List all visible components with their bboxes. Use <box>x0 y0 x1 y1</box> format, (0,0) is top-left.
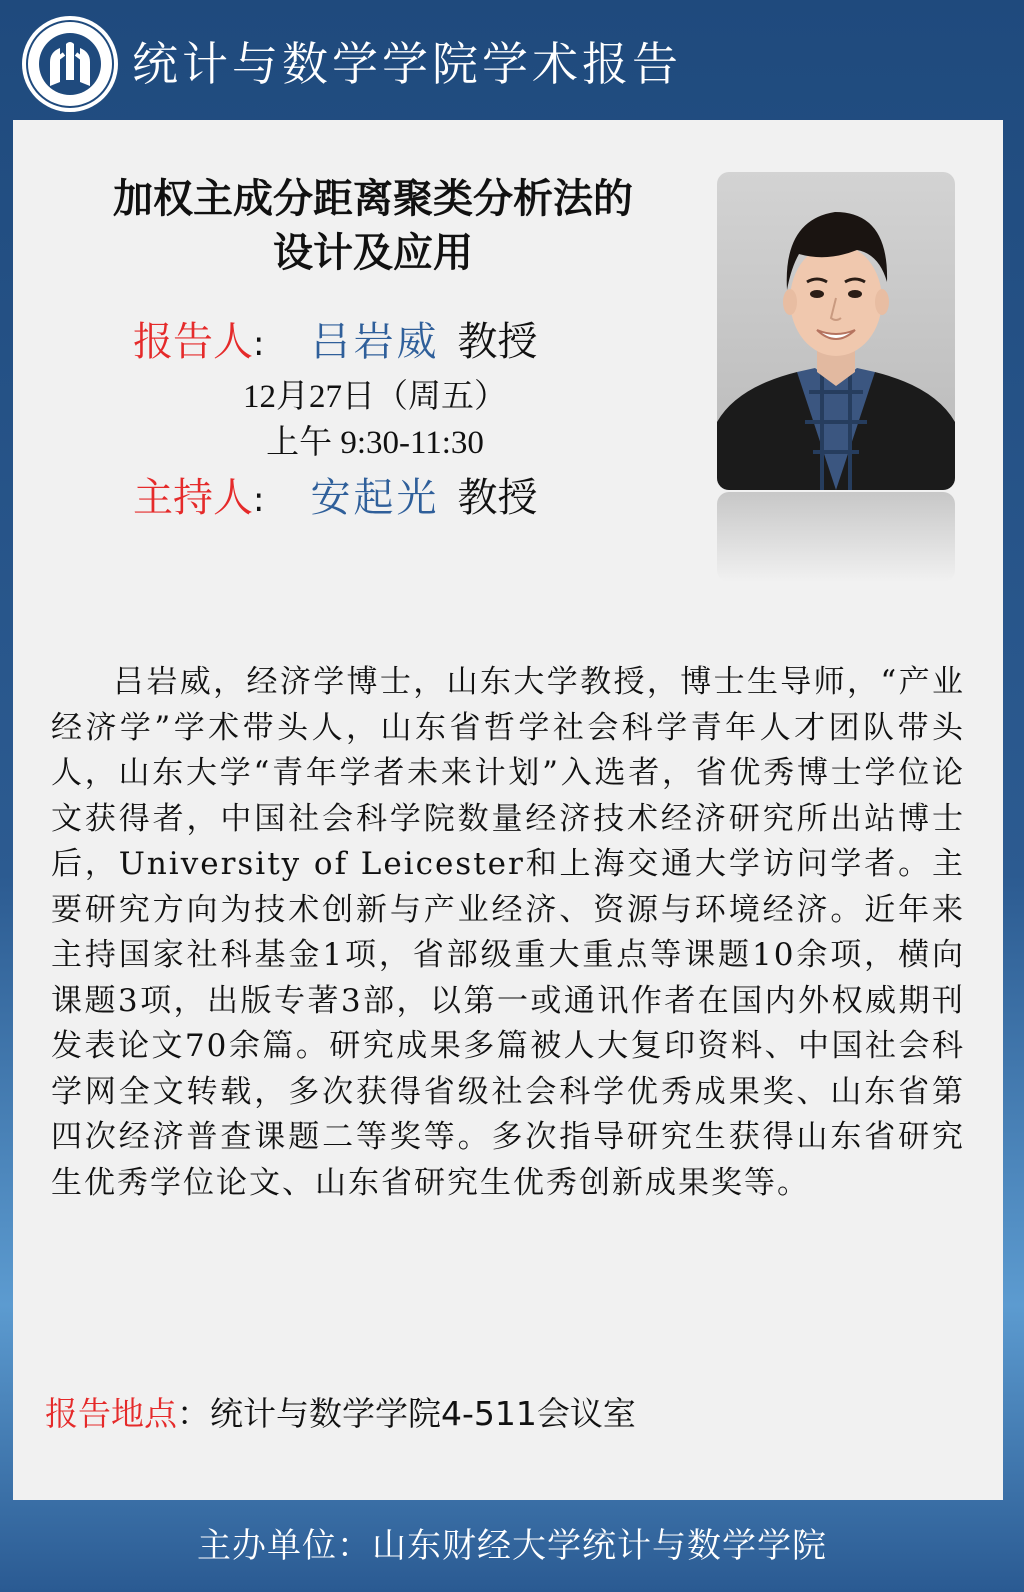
talk-title <box>53 172 693 280</box>
talk-date: 12月27日（周五） <box>243 379 507 415</box>
header-banner <box>0 0 1024 120</box>
organizer-footer: 主办单位：山东财经大学统计与数学学院 <box>197 1526 827 1566</box>
speaker-label: 报告人 <box>133 319 253 365</box>
speaker-colon: : <box>253 324 265 364</box>
host-label: 主持人 <box>133 475 253 521</box>
venue-label: 报告地点 <box>45 1394 177 1433</box>
venue-colon: ： <box>177 1394 210 1433</box>
host-colon: : <box>253 480 265 520</box>
bio-paragraph: 吕岩威，经济学博士，山东大学教授，博士生导师，“产业经济学”学术带头人，山东省哲学社会科学青年人才团队带头人，山东大学“青年学者未来计划”入选者，省优秀博士学位论文获得者，中国社会科学院数量经济技术经济研究所出站博士后，University of Leicester和上海交通大学访问学者。主要研究方向为技术创新与产业经济、资源与环境经济。近年来主持国家社科基金1项，省部级重大重点等课题10余项，横向课题3项，出版专著3部，以第一或通讯作者在国内外权威期刊发表论文70余篇。研究成果多篇被人大复印资料、中国社会科学网全文转载，多次获得省级社会科学优秀成果奖、山东省第四次经济普查课题二等奖等。多次指导研究生获得山东省研究生优秀学位论文、山东省研究生优秀创新成果奖等。 <box>51 664 965 1201</box>
host-name: 安起光 <box>310 475 440 521</box>
header-title: 统计与数学学院学术报告 <box>132 37 682 91</box>
speaker-row <box>133 310 537 367</box>
content-panel <box>13 120 1003 1500</box>
speaker-portrait-icon <box>717 172 955 490</box>
speaker-name: 吕岩威 <box>310 319 440 365</box>
talk-time: 上午 9:30-11:30 <box>266 425 484 461</box>
host-rank: 教授 <box>457 475 538 521</box>
host-row <box>133 466 537 523</box>
speaker-photo <box>717 172 955 490</box>
university-seal-icon <box>20 14 120 114</box>
speaker-bio <box>51 660 965 1206</box>
venue-value: 统计与数学学院4-511会议室 <box>210 1394 636 1433</box>
photo-reflection <box>717 492 955 582</box>
talk-title-line1: 加权主成分距离聚类分析法的 <box>113 176 633 222</box>
talk-title-line2: 设计及应用 <box>273 230 473 276</box>
venue-row <box>45 1388 636 1435</box>
speaker-rank: 教授 <box>457 319 538 365</box>
